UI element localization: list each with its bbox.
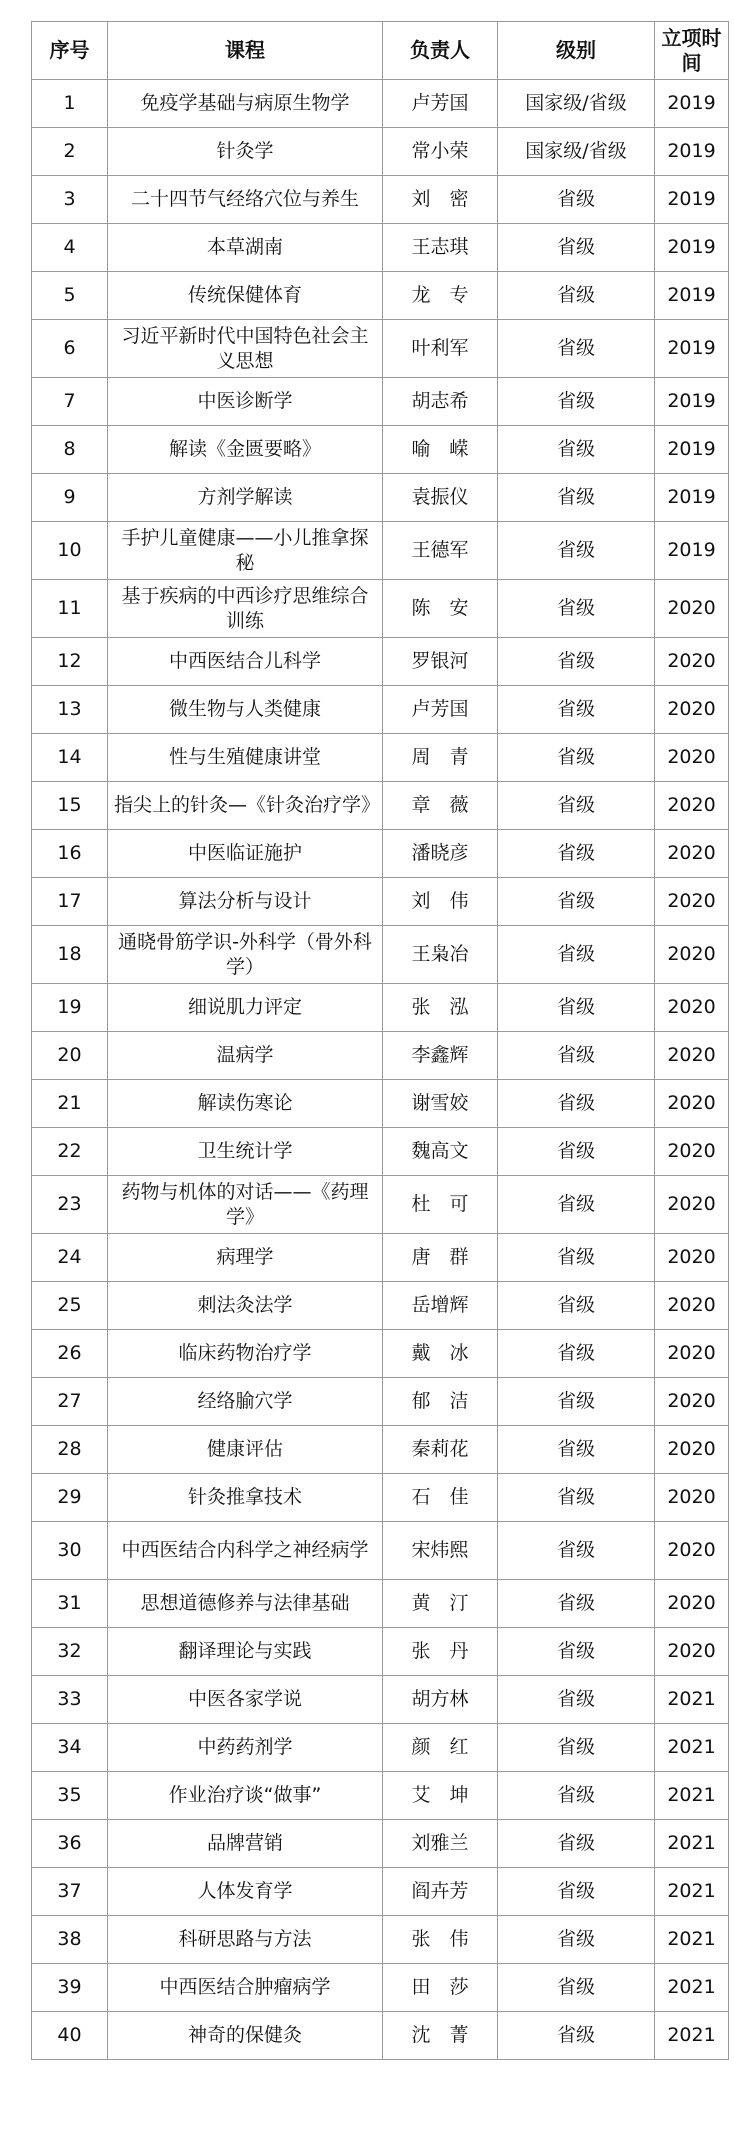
cell-person: 陈 安 bbox=[383, 580, 498, 638]
cell-year: 2020 bbox=[655, 1580, 729, 1628]
table-row bbox=[32, 80, 729, 128]
cell-person: 岳增辉 bbox=[383, 1282, 498, 1330]
cell-course: 品牌营销 bbox=[108, 1820, 383, 1868]
cell-level: 省级 bbox=[498, 1234, 655, 1282]
cell-index: 7 bbox=[32, 378, 108, 426]
table-row bbox=[32, 638, 729, 686]
cell-course: 思想道德修养与法律基础 bbox=[108, 1580, 383, 1628]
cell-index: 26 bbox=[32, 1330, 108, 1378]
cell-year: 2021 bbox=[655, 1964, 729, 2012]
cell-year: 2020 bbox=[655, 926, 729, 984]
table-row bbox=[32, 1378, 729, 1426]
cell-course: 中药药剂学 bbox=[108, 1724, 383, 1772]
cell-level: 国家级/省级 bbox=[498, 128, 655, 176]
cell-year: 2020 bbox=[655, 1234, 729, 1282]
cell-index: 14 bbox=[32, 734, 108, 782]
table-row bbox=[32, 734, 729, 782]
cell-level: 省级 bbox=[498, 1426, 655, 1474]
cell-person: 黄 汀 bbox=[383, 1580, 498, 1628]
cell-person: 龙 专 bbox=[383, 272, 498, 320]
table-row bbox=[32, 224, 729, 272]
cell-person: 常小荣 bbox=[383, 128, 498, 176]
cell-level: 省级 bbox=[498, 176, 655, 224]
cell-index: 32 bbox=[32, 1628, 108, 1676]
cell-level: 省级 bbox=[498, 272, 655, 320]
cell-index: 35 bbox=[32, 1772, 108, 1820]
table-row bbox=[32, 926, 729, 984]
cell-index: 19 bbox=[32, 984, 108, 1032]
cell-person: 刘 密 bbox=[383, 176, 498, 224]
cell-course: 作业治疗谈“做事” bbox=[108, 1772, 383, 1820]
table-row bbox=[32, 1426, 729, 1474]
cell-year: 2020 bbox=[655, 1080, 729, 1128]
cell-course: 解读伤寒论 bbox=[108, 1080, 383, 1128]
cell-level: 省级 bbox=[498, 1868, 655, 1916]
cell-year: 2020 bbox=[655, 1330, 729, 1378]
table-row bbox=[32, 2012, 729, 2060]
cell-index: 39 bbox=[32, 1964, 108, 2012]
cell-year: 2020 bbox=[655, 1628, 729, 1676]
cell-year: 2019 bbox=[655, 320, 729, 378]
cell-course: 指尖上的针灸—《针灸治疗学》 bbox=[108, 782, 383, 830]
cell-year: 2019 bbox=[655, 128, 729, 176]
cell-person: 宋炜熙 bbox=[383, 1522, 498, 1580]
cell-year: 2019 bbox=[655, 176, 729, 224]
table-row bbox=[32, 1080, 729, 1128]
cell-year: 2020 bbox=[655, 878, 729, 926]
cell-year: 2019 bbox=[655, 272, 729, 320]
cell-index: 30 bbox=[32, 1522, 108, 1580]
cell-course: 本草湖南 bbox=[108, 224, 383, 272]
cell-person: 艾 坤 bbox=[383, 1772, 498, 1820]
cell-level: 省级 bbox=[498, 1474, 655, 1522]
cell-course: 经络腧穴学 bbox=[108, 1378, 383, 1426]
cell-person: 周 青 bbox=[383, 734, 498, 782]
cell-year: 2021 bbox=[655, 1820, 729, 1868]
cell-year: 2019 bbox=[655, 378, 729, 426]
cell-level: 省级 bbox=[498, 1522, 655, 1580]
cell-level: 省级 bbox=[498, 926, 655, 984]
cell-index: 8 bbox=[32, 426, 108, 474]
cell-course: 科研思路与方法 bbox=[108, 1916, 383, 1964]
cell-course: 中西医结合儿科学 bbox=[108, 638, 383, 686]
cell-course: 二十四节气经络穴位与养生 bbox=[108, 176, 383, 224]
cell-course: 临床药物治疗学 bbox=[108, 1330, 383, 1378]
cell-person: 田 莎 bbox=[383, 1964, 498, 2012]
cell-year: 2021 bbox=[655, 1724, 729, 1772]
cell-year: 2020 bbox=[655, 580, 729, 638]
cell-level: 省级 bbox=[498, 2012, 655, 2060]
cell-index: 28 bbox=[32, 1426, 108, 1474]
cell-course: 习近平新时代中国特色社会主义思想 bbox=[108, 320, 383, 378]
cell-index: 31 bbox=[32, 1580, 108, 1628]
cell-person: 卢芳国 bbox=[383, 686, 498, 734]
cell-level: 省级 bbox=[498, 1032, 655, 1080]
cell-level: 省级 bbox=[498, 1772, 655, 1820]
cell-year: 2020 bbox=[655, 782, 729, 830]
cell-level: 省级 bbox=[498, 320, 655, 378]
cell-level: 省级 bbox=[498, 1378, 655, 1426]
cell-person: 郁 洁 bbox=[383, 1378, 498, 1426]
cell-course: 中医诊断学 bbox=[108, 378, 383, 426]
table-row bbox=[32, 1868, 729, 1916]
table-row bbox=[32, 1820, 729, 1868]
cell-person: 颜 红 bbox=[383, 1724, 498, 1772]
cell-person: 沈 菁 bbox=[383, 2012, 498, 2060]
cell-year: 2019 bbox=[655, 224, 729, 272]
cell-index: 5 bbox=[32, 272, 108, 320]
header-row bbox=[32, 22, 729, 80]
cell-index: 3 bbox=[32, 176, 108, 224]
cell-level: 省级 bbox=[498, 474, 655, 522]
cell-level: 省级 bbox=[498, 1080, 655, 1128]
cell-index: 12 bbox=[32, 638, 108, 686]
cell-level: 省级 bbox=[498, 878, 655, 926]
table-row bbox=[32, 1772, 729, 1820]
table-row bbox=[32, 830, 729, 878]
cell-level: 省级 bbox=[498, 1676, 655, 1724]
cell-course: 翻译理论与实践 bbox=[108, 1628, 383, 1676]
cell-person: 张 泓 bbox=[383, 984, 498, 1032]
cell-year: 2021 bbox=[655, 1676, 729, 1724]
cell-index: 16 bbox=[32, 830, 108, 878]
cell-level: 省级 bbox=[498, 686, 655, 734]
cell-year: 2020 bbox=[655, 830, 729, 878]
cell-year: 2020 bbox=[655, 984, 729, 1032]
cell-course: 人体发育学 bbox=[108, 1868, 383, 1916]
cell-level: 省级 bbox=[498, 580, 655, 638]
cell-index: 21 bbox=[32, 1080, 108, 1128]
cell-year: 2020 bbox=[655, 686, 729, 734]
cell-person: 王志琪 bbox=[383, 224, 498, 272]
table-row bbox=[32, 522, 729, 580]
cell-year: 2021 bbox=[655, 2012, 729, 2060]
cell-year: 2019 bbox=[655, 522, 729, 580]
cell-person: 刘 伟 bbox=[383, 878, 498, 926]
table-row bbox=[32, 1128, 729, 1176]
cell-course: 算法分析与设计 bbox=[108, 878, 383, 926]
cell-year: 2020 bbox=[655, 1378, 729, 1426]
table-row bbox=[32, 984, 729, 1032]
cell-course: 解读《金匮要略》 bbox=[108, 426, 383, 474]
table-row bbox=[32, 128, 729, 176]
cell-index: 15 bbox=[32, 782, 108, 830]
cell-year: 2020 bbox=[655, 1522, 729, 1580]
cell-person: 胡志希 bbox=[383, 378, 498, 426]
table-row bbox=[32, 686, 729, 734]
cell-course: 中医临证施护 bbox=[108, 830, 383, 878]
cell-course: 中西医结合内科学之神经病学 bbox=[108, 1522, 383, 1580]
table-row bbox=[32, 426, 729, 474]
cell-index: 27 bbox=[32, 1378, 108, 1426]
cell-level: 省级 bbox=[498, 378, 655, 426]
cell-level: 省级 bbox=[498, 1330, 655, 1378]
table-row bbox=[32, 1176, 729, 1234]
cell-person: 喻 嵘 bbox=[383, 426, 498, 474]
cell-course: 免疫学基础与病原生物学 bbox=[108, 80, 383, 128]
cell-index: 1 bbox=[32, 80, 108, 128]
cell-year: 2020 bbox=[655, 1282, 729, 1330]
cell-index: 23 bbox=[32, 1176, 108, 1234]
cell-person: 石 佳 bbox=[383, 1474, 498, 1522]
cell-person: 潘晓彦 bbox=[383, 830, 498, 878]
cell-year: 2019 bbox=[655, 474, 729, 522]
cell-course: 手护儿童健康——小儿推拿探秘 bbox=[108, 522, 383, 580]
cell-person: 杜 可 bbox=[383, 1176, 498, 1234]
cell-index: 34 bbox=[32, 1724, 108, 1772]
cell-level: 省级 bbox=[498, 638, 655, 686]
cell-level: 省级 bbox=[498, 1724, 655, 1772]
table-row bbox=[32, 1474, 729, 1522]
table-row bbox=[32, 176, 729, 224]
cell-year: 2020 bbox=[655, 1128, 729, 1176]
header-index: 序号 bbox=[32, 22, 108, 80]
table-row bbox=[32, 272, 729, 320]
table-row bbox=[32, 320, 729, 378]
cell-level: 省级 bbox=[498, 1820, 655, 1868]
table-row bbox=[32, 1330, 729, 1378]
table-row bbox=[32, 1032, 729, 1080]
cell-person: 王枭冶 bbox=[383, 926, 498, 984]
cell-person: 唐 群 bbox=[383, 1234, 498, 1282]
header-person: 负责人 bbox=[383, 22, 498, 80]
cell-index: 10 bbox=[32, 522, 108, 580]
cell-course: 卫生统计学 bbox=[108, 1128, 383, 1176]
cell-index: 6 bbox=[32, 320, 108, 378]
header-year: 立项时间 bbox=[655, 22, 729, 80]
cell-course: 健康评估 bbox=[108, 1426, 383, 1474]
cell-person: 罗银河 bbox=[383, 638, 498, 686]
cell-person: 叶利军 bbox=[383, 320, 498, 378]
table-row bbox=[32, 878, 729, 926]
cell-year: 2019 bbox=[655, 80, 729, 128]
cell-person: 刘雅兰 bbox=[383, 1820, 498, 1868]
cell-year: 2021 bbox=[655, 1868, 729, 1916]
cell-course: 药物与机体的对话——《药理学》 bbox=[108, 1176, 383, 1234]
cell-year: 2020 bbox=[655, 1474, 729, 1522]
cell-index: 13 bbox=[32, 686, 108, 734]
table-row bbox=[32, 1234, 729, 1282]
cell-course: 通晓骨筋学识-外科学（骨外科学） bbox=[108, 926, 383, 984]
cell-course: 针灸推拿技术 bbox=[108, 1474, 383, 1522]
cell-course: 温病学 bbox=[108, 1032, 383, 1080]
cell-index: 33 bbox=[32, 1676, 108, 1724]
table-row bbox=[32, 1724, 729, 1772]
table-row bbox=[32, 1676, 729, 1724]
cell-course: 病理学 bbox=[108, 1234, 383, 1282]
cell-index: 24 bbox=[32, 1234, 108, 1282]
cell-course: 细说肌力评定 bbox=[108, 984, 383, 1032]
cell-person: 袁振仪 bbox=[383, 474, 498, 522]
table-row bbox=[32, 1282, 729, 1330]
course-table bbox=[31, 21, 729, 2060]
table-row bbox=[32, 1916, 729, 1964]
cell-year: 2020 bbox=[655, 638, 729, 686]
cell-person: 秦莉花 bbox=[383, 1426, 498, 1474]
cell-index: 37 bbox=[32, 1868, 108, 1916]
cell-person: 张 伟 bbox=[383, 1916, 498, 1964]
table-row bbox=[32, 378, 729, 426]
cell-course: 针灸学 bbox=[108, 128, 383, 176]
cell-year: 2020 bbox=[655, 1176, 729, 1234]
cell-level: 省级 bbox=[498, 1964, 655, 2012]
table-row bbox=[32, 1628, 729, 1676]
table-row bbox=[32, 580, 729, 638]
cell-person: 王德军 bbox=[383, 522, 498, 580]
cell-course: 方剂学解读 bbox=[108, 474, 383, 522]
header-level: 级别 bbox=[498, 22, 655, 80]
cell-person: 李鑫辉 bbox=[383, 1032, 498, 1080]
cell-course: 传统保健体育 bbox=[108, 272, 383, 320]
cell-index: 36 bbox=[32, 1820, 108, 1868]
table-row bbox=[32, 1522, 729, 1580]
cell-index: 22 bbox=[32, 1128, 108, 1176]
cell-course: 基于疾病的中西诊疗思维综合训练 bbox=[108, 580, 383, 638]
table-row bbox=[32, 1580, 729, 1628]
cell-course: 中西医结合肿瘤病学 bbox=[108, 1964, 383, 2012]
cell-index: 4 bbox=[32, 224, 108, 272]
cell-level: 省级 bbox=[498, 1128, 655, 1176]
cell-year: 2020 bbox=[655, 1426, 729, 1474]
cell-course: 神奇的保健灸 bbox=[108, 2012, 383, 2060]
cell-level: 省级 bbox=[498, 1282, 655, 1330]
cell-index: 40 bbox=[32, 2012, 108, 2060]
table-row bbox=[32, 474, 729, 522]
cell-year: 2019 bbox=[655, 426, 729, 474]
cell-level: 省级 bbox=[498, 1580, 655, 1628]
cell-index: 25 bbox=[32, 1282, 108, 1330]
cell-index: 29 bbox=[32, 1474, 108, 1522]
cell-course: 微生物与人类健康 bbox=[108, 686, 383, 734]
cell-level: 省级 bbox=[498, 522, 655, 580]
cell-index: 9 bbox=[32, 474, 108, 522]
cell-person: 章 薇 bbox=[383, 782, 498, 830]
table-row bbox=[32, 1964, 729, 2012]
cell-level: 省级 bbox=[498, 1916, 655, 1964]
cell-course: 性与生殖健康讲堂 bbox=[108, 734, 383, 782]
cell-level: 省级 bbox=[498, 426, 655, 474]
cell-year: 2021 bbox=[655, 1772, 729, 1820]
cell-index: 17 bbox=[32, 878, 108, 926]
cell-level: 省级 bbox=[498, 782, 655, 830]
cell-level: 国家级/省级 bbox=[498, 80, 655, 128]
cell-person: 胡方林 bbox=[383, 1676, 498, 1724]
cell-level: 省级 bbox=[498, 1628, 655, 1676]
cell-year: 2021 bbox=[655, 1916, 729, 1964]
cell-level: 省级 bbox=[498, 224, 655, 272]
cell-person: 卢芳国 bbox=[383, 80, 498, 128]
cell-index: 38 bbox=[32, 1916, 108, 1964]
cell-index: 2 bbox=[32, 128, 108, 176]
cell-course: 刺法灸法学 bbox=[108, 1282, 383, 1330]
cell-person: 阎卉芳 bbox=[383, 1868, 498, 1916]
cell-level: 省级 bbox=[498, 984, 655, 1032]
table-row bbox=[32, 782, 729, 830]
header-course: 课程 bbox=[108, 22, 383, 80]
cell-year: 2020 bbox=[655, 734, 729, 782]
cell-person: 张 丹 bbox=[383, 1628, 498, 1676]
cell-year: 2020 bbox=[655, 1032, 729, 1080]
cell-course: 中医各家学说 bbox=[108, 1676, 383, 1724]
cell-person: 魏高文 bbox=[383, 1128, 498, 1176]
cell-index: 11 bbox=[32, 580, 108, 638]
cell-level: 省级 bbox=[498, 1176, 655, 1234]
cell-person: 谢雪姣 bbox=[383, 1080, 498, 1128]
cell-person: 戴 冰 bbox=[383, 1330, 498, 1378]
cell-level: 省级 bbox=[498, 734, 655, 782]
cell-index: 20 bbox=[32, 1032, 108, 1080]
cell-index: 18 bbox=[32, 926, 108, 984]
cell-level: 省级 bbox=[498, 830, 655, 878]
